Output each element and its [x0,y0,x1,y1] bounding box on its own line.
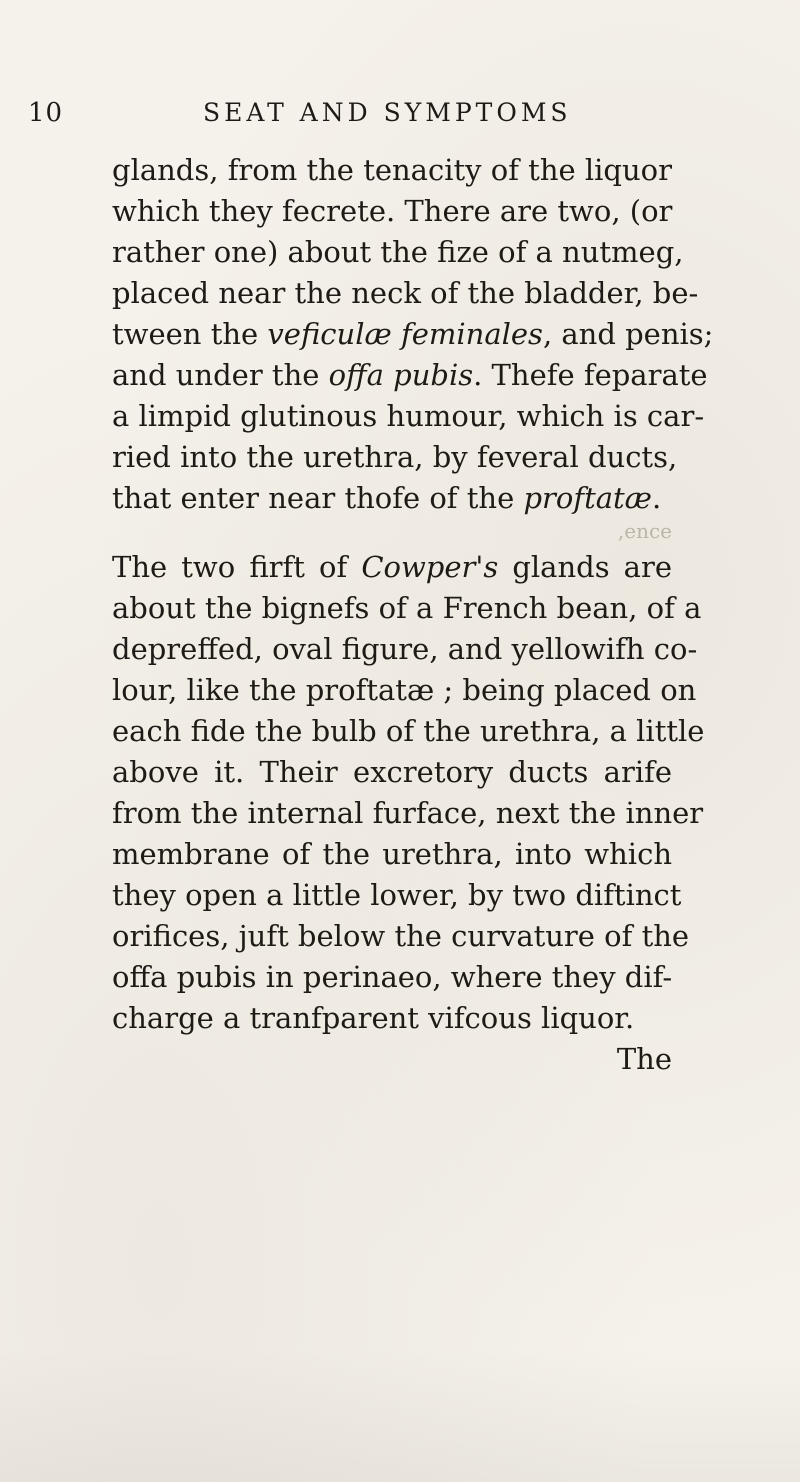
running-head [28,98,748,138]
text-line: lour, like the proftatæ ; being placed on [112,673,697,707]
text-line: offa pubis in perinaeo, where they dif- [112,960,673,994]
text-run: charge a tranfparent vifcous liquor. [112,1001,635,1035]
text-run: glands are [498,550,672,584]
text-line: which they fecrete. There are two, (or [112,194,673,228]
text-line: orifices, juft below the curvature of the [112,919,690,953]
text-line: above it. Their excretory ducts arife [112,755,672,789]
text-line [112,547,672,588]
bleed-through-fragment: ,ence [617,519,672,543]
text-line: they open a little lower, by two diftinct [112,878,682,912]
text-line [112,314,714,355]
text-run: and under the [112,358,329,392]
body-text [112,150,714,1080]
text-line [112,478,672,519]
text-line: rather one) about the fize of a nutmeg, [112,235,684,269]
paragraph-one [112,150,714,519]
text-run: . Thefe feparate [473,358,708,392]
text-run: tween the [112,317,268,351]
running-head-title: SEAT AND SYMPTOMS [203,98,572,127]
text-line: from the internal furface, next the inner [112,796,704,830]
text-run: . [651,481,662,515]
text-line: membrane of the urethra, into which [112,837,672,871]
page-shadow [0,1350,800,1482]
text-line: a limpid glutinous humour, which is car- [112,399,705,433]
text-run: that enter near thofe of the [112,481,524,515]
text-run: The two firft of [112,550,362,584]
text-line: depreffed, oval figure, and yellowifh co- [112,632,698,666]
text-line [112,998,672,1076]
italic-run: offa pubis [328,358,474,392]
text-line: placed near the neck of the bladder, be- [112,276,699,310]
text-line [112,355,708,396]
text-line: glands, from the tenacity of the liquor [112,153,672,187]
text-line: about the bignefs of a French bean, of a [112,591,702,625]
italic-run: Cowper's [361,550,499,584]
text-line: ried into the urethra, by feveral ducts, [112,440,678,474]
paragraph-gap [112,519,672,547]
page-number: 10 [28,98,64,128]
italic-run: veficulæ feminales [267,317,543,351]
italic-run: proftatæ [523,481,652,515]
catchword: The [616,1042,672,1076]
text-run: , and penis; [542,317,714,351]
paragraph-two [112,547,705,1076]
text-line: each fide the bulb of the urethra, a little [112,714,705,748]
